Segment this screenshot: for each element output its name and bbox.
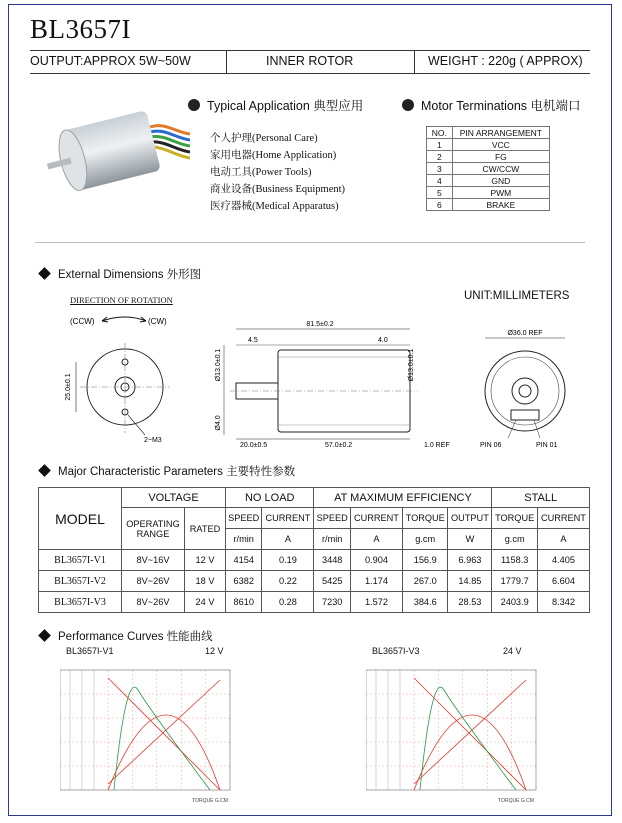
svg-text:Ø13.0±0.1: Ø13.0±0.1 [215,348,222,382]
external-dimensions-heading: External Dimensions 外形图 [40,266,201,282]
application-item: 个人护理(Personal Care) [210,133,318,144]
svg-text:25.0±0.1: 25.0±0.1 [65,373,72,401]
chart2-voltage: 24 V [503,646,522,656]
svg-text:PIN 06: PIN 06 [480,442,502,449]
performance-chart-v1 [60,660,240,808]
chart1-voltage: 12 V [205,646,224,656]
col-no-load: NO LOAD [226,488,314,508]
table-row: 4 GND [427,175,550,187]
svg-text:2−M3: 2−M3 [144,437,162,444]
application-item: 家用电器(Home Application) [210,150,337,161]
table-row: 5 PWM [427,187,550,199]
weight-spec: WEIGHT : 220g ( APPROX) [428,54,583,68]
motor-photo [40,92,190,202]
svg-text:(CCW): (CCW) [70,317,95,326]
table-row: 1 VCC [427,139,550,151]
svg-text:Ø13.0±0.1: Ø13.0±0.1 [408,348,415,382]
svg-text:4.5: 4.5 [248,337,258,344]
svg-text:Ø36.0 REF: Ø36.0 REF [507,330,543,337]
unit-label: UNIT:MILLIMETERS [464,290,570,302]
output-spec: OUTPUT:APPROX 5W~50W [30,54,191,68]
svg-text:57.0±0.2: 57.0±0.2 [325,442,353,449]
table-row: 6 BRAKE [427,199,550,211]
side-view [215,321,450,449]
col-max-eff: AT MAXIMUM EFFICIENCY [314,488,492,508]
svg-text:81.5±0.2: 81.5±0.2 [306,321,334,328]
pin-col-arr: PIN ARRANGEMENT [452,127,549,139]
svg-text:(CW): (CW) [148,317,167,326]
pin-table [426,126,550,211]
performance-chart-v3 [366,660,546,808]
col-model: MODEL [39,488,122,550]
front-view [65,343,170,444]
col-stall: STALL [492,488,590,508]
rotor-spec: INNER ROTOR [266,54,354,68]
motor-terminations-heading: Motor Terminations 电机端口 [402,96,581,114]
spec-bar [30,50,590,74]
performance-heading: Performance Curves 性能曲线 [40,628,213,644]
svg-text:Ø4.0: Ø4.0 [215,415,222,431]
svg-text:4.0: 4.0 [378,337,388,344]
dimension-drawing [40,305,600,455]
col-voltage: VOLTAGE [122,488,226,508]
chart1-model: BL3657I-V1 [66,646,114,656]
rotation-label: DIRECTION OF ROTATION [70,295,173,305]
parameters-heading: Major Characteristic Parameters 主要特性参数 [40,463,295,479]
rear-view [480,330,565,449]
svg-text:TORQUE G.CM: TORQUE G.CM [498,798,534,804]
chart2-model: BL3657I-V3 [372,646,420,656]
svg-text:20.0±0.5: 20.0±0.5 [240,442,268,449]
svg-text:TORQUE G.CM: TORQUE G.CM [192,798,228,804]
svg-text:PIN 01: PIN 01 [536,442,558,449]
table-row: 3 CW/CCW [427,163,550,175]
application-item: 医疗器械(Medical Apparatus) [210,201,339,212]
application-item: 商业设备(Business Equipment) [210,184,346,195]
pin-col-no: NO. [427,127,453,139]
svg-text:1.0 REF: 1.0 REF [424,442,450,449]
table-row: BL3657I-V1 8V~16V 12 V 4154 0.19 3448 0.904 156.9 6.963 1158.3 4.405 [39,550,590,571]
table-row: BL3657I-V2 8V~26V 18 V 6382 0.22 5425 1.174 267.0 14.85 1779.7 6.604 [39,571,590,592]
application-list [210,130,345,215]
application-item: 电动工具(Power Tools) [210,167,312,178]
typical-application-heading: Typical Application 典型应用 [188,96,363,114]
model-title: BL3657I [30,14,131,44]
parameters-table: MODEL VOLTAGE NO LOAD AT MAXIMUM EFFICIENCY STALL OPERATING RANGE RATED SPEED CURRENT SPEED CURRENT TORQUE OUTPUT TORQUE CURRENT r/min A r/min A g.cm W g.cm A BL3657I-V1 8V~16V 12 V 4154 0.19 3448 0.904 156.9 6.963 1158.3 4.405 BL3657I-V2 8V~26V 18 V 6382 0.22 5425 1.174 267.0 14.85 1779.7 6.604 BL3657I-V3 8V~26V 24 V 8610 0.28 7230 1.572 384.6 28.53 2403.9 8.342 [38,487,590,613]
table-row: BL3657I-V3 8V~26V 24 V 8610 0.28 7230 1.572 384.6 28.53 2403.9 8.342 [39,592,590,613]
table-row: 2 FG [427,151,550,163]
